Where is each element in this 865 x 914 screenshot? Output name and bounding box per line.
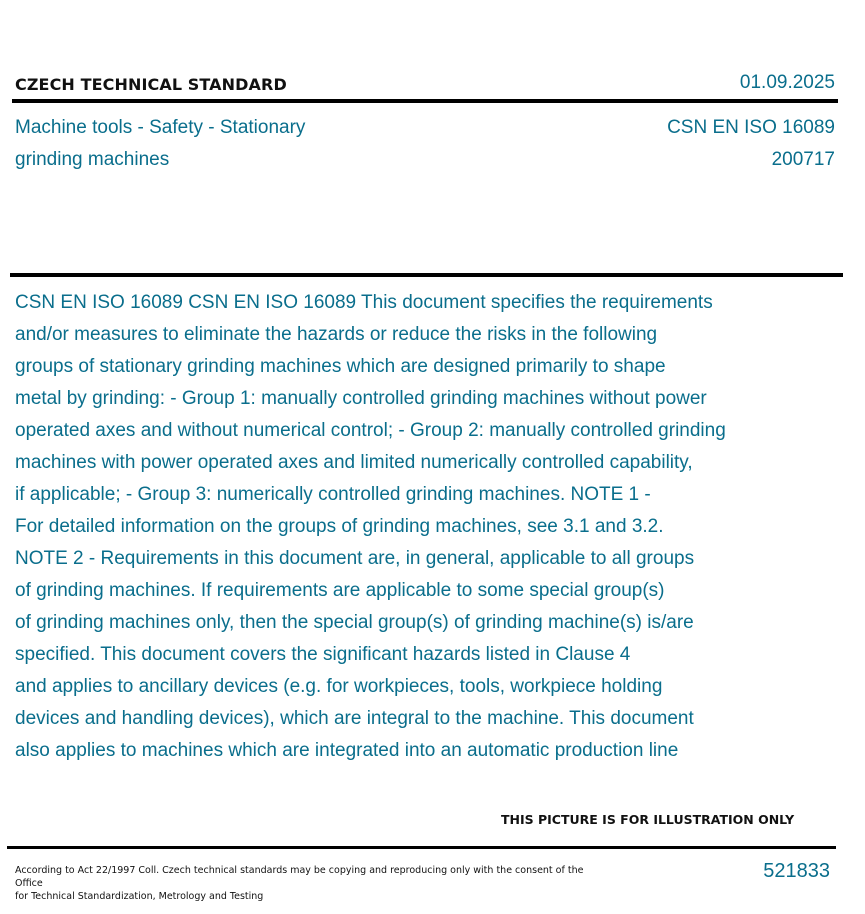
standard-code: CSN EN ISO 16089 (667, 117, 835, 138)
illustration-notice: THIS PICTURE IS FOR ILLUSTRATION ONLY (501, 812, 795, 827)
abstract-line: For detailed information on the groups of grinding machines, see 3.1 and 3.2. (15, 516, 664, 537)
abstract-line: of grinding machines only, then the special group(s) of grinding machine(s) is/are (15, 612, 694, 633)
standard-title-line-2: grinding machines (15, 149, 170, 170)
document-type-heading: CZECH TECHNICAL STANDARD (15, 75, 287, 94)
abstract-text (15, 287, 835, 767)
standard-title-line-1: Machine tools - Safety - Stationary (15, 117, 306, 138)
footer-divider (7, 846, 836, 849)
abstract-line: if applicable; - Group 3: numerically controlled grinding machines. NOTE 1 - (15, 484, 651, 505)
document-number: 521833 (763, 860, 830, 882)
legal-notice (15, 864, 595, 903)
abstract-line: NOTE 2 - Requirements in this document are, in general, applicable to all groups (15, 548, 695, 569)
abstract-line: also applies to machines which are integrated into an automatic production line (15, 740, 679, 761)
abstract-line: of grinding machines. If requirements are applicable to some special group(s) (15, 580, 665, 601)
abstract-line: and applies to ancillary devices (e.g. for workpieces, tools, workpiece holding (15, 676, 663, 697)
legal-notice-line: According to Act 22/1997 Coll. Czech technical standards may be copying and reproducing only with the consent of the Office (15, 865, 584, 889)
abstract-line: devices and handling devices), which are integral to the machine. This document (15, 708, 694, 729)
publication-date: 01.09.2025 (739, 72, 835, 93)
header-divider (12, 99, 838, 103)
abstract-line: and/or measures to eliminate the hazards or reduce the risks in the following (15, 324, 658, 345)
abstract-line: groups of stationary grinding machines which are designed primarily to shape (15, 356, 666, 377)
abstract-line: machines with power operated axes and limited numerically controlled capability, (15, 452, 693, 473)
title-divider (10, 273, 843, 277)
legal-notice-line: for Technical Standardization, Metrology and Testing (15, 891, 264, 902)
abstract-line: specified. This document covers the significant hazards listed in Clause 4 (15, 644, 631, 665)
abstract-line: metal by grinding: - Group 1: manually controlled grinding machines without power (15, 388, 707, 409)
abstract-line: CSN EN ISO 16089 CSN EN ISO 16089 This document specifies the requirements (15, 292, 713, 313)
catalog-number: 200717 (771, 149, 835, 170)
abstract-line: operated axes and without numerical control; - Group 2: manually controlled grinding (15, 420, 726, 441)
